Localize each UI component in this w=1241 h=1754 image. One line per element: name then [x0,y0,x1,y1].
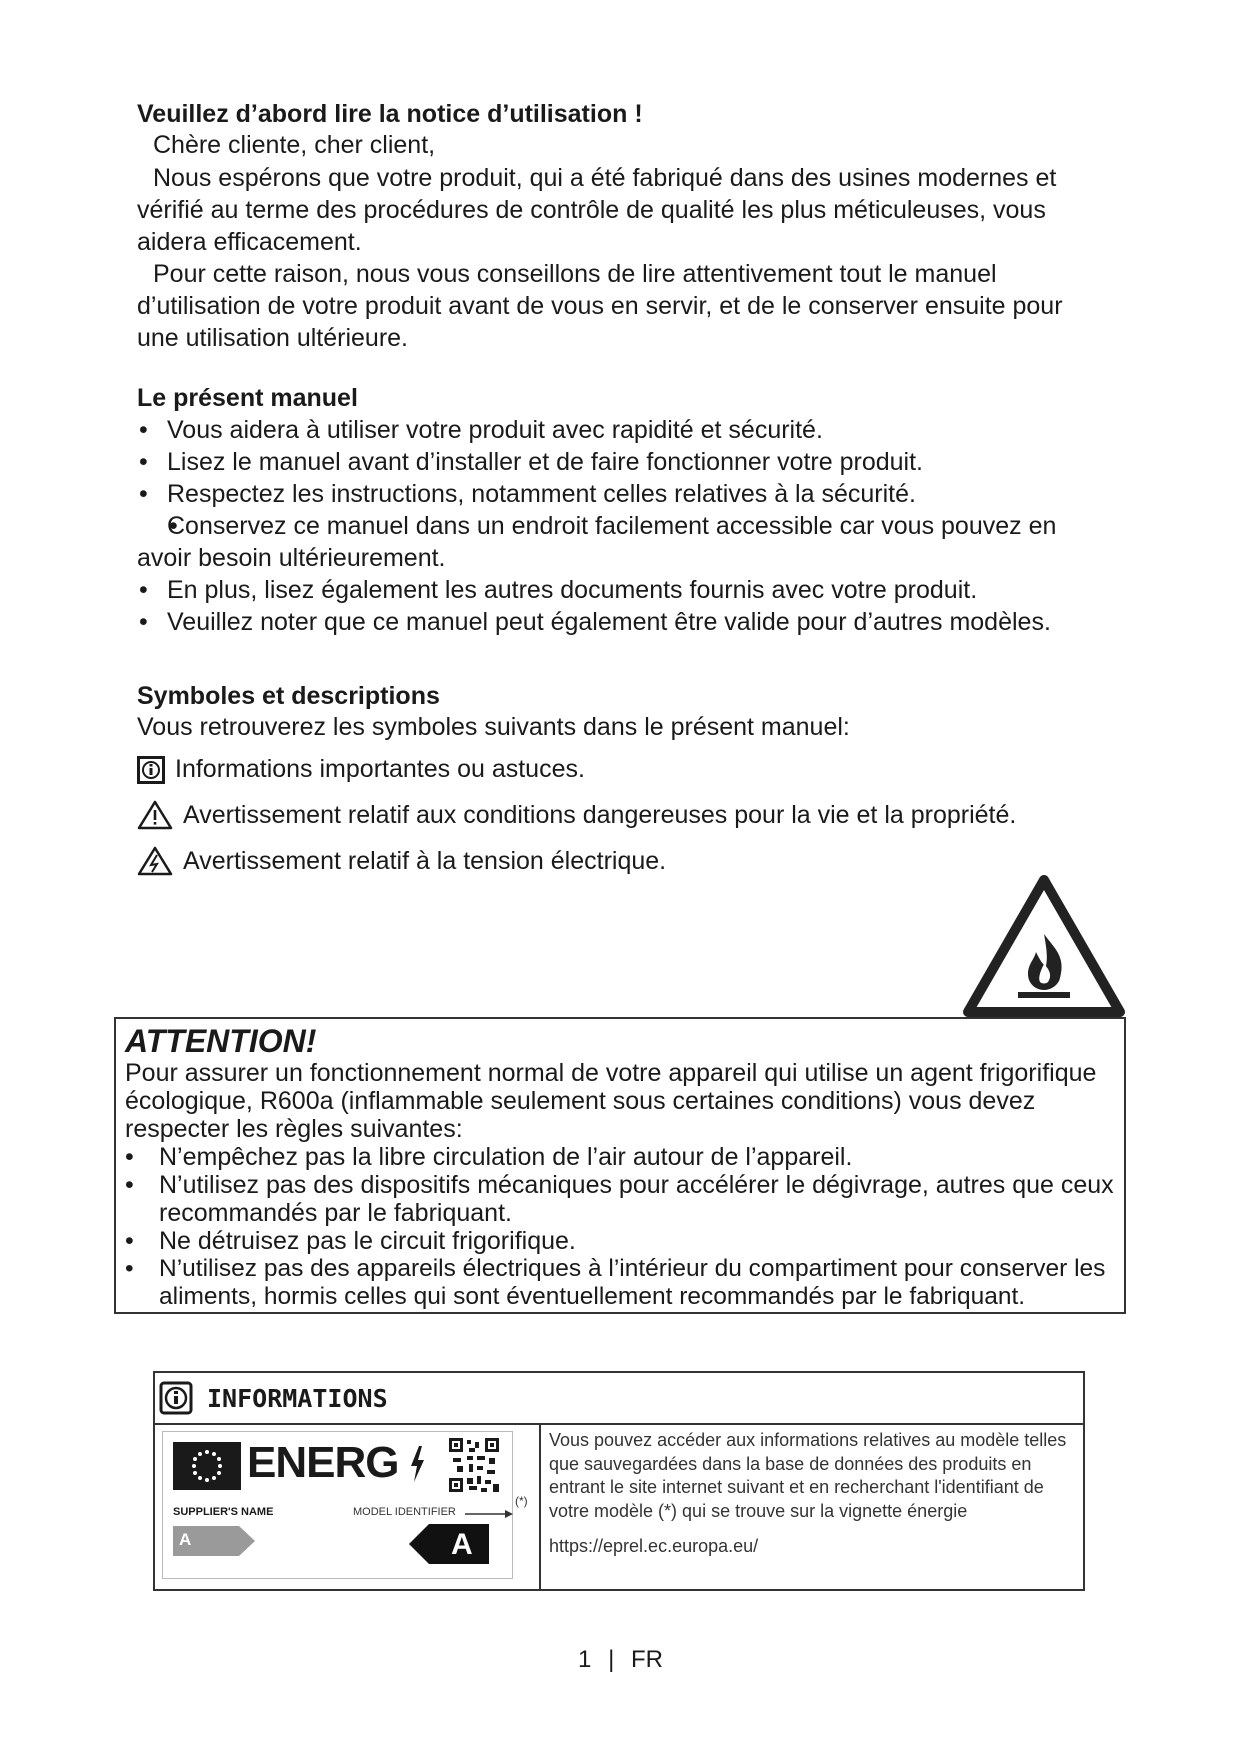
arrow-right-icon [465,1510,513,1518]
info-title: INFORMATIONS [207,1383,388,1413]
supplier-name: SUPPLIER'S NAME [173,1506,274,1518]
model-identifier: MODEL IDENTIFIER [353,1506,456,1518]
list-item: • Lisez le manuel avant d’installer et de faire fonctionner votre produit. [137,446,1107,478]
manual-list [137,414,1107,638]
energy-label-cell [155,1425,541,1589]
energy-class-arrow [409,1524,489,1564]
symbol-row-electric [137,846,666,876]
flammable-warning-icon [962,874,1126,1018]
info-table [153,1371,1085,1591]
intro-paragraph-1: Nous espérons que votre produit, qui a été fabriqué dans des usines modernes et vérifié au terme des procédures de contrôle de qualité les plus méticuleuses, vous aidera efficacement. [137,164,1057,256]
info-icon [159,1381,193,1415]
info-text: Vous pouvez accéder aux informations relatives au modèle telles que sauvegardées dans la base de données des produits en entrant le site internet suivant et en recherchant l'identifiant de votre modèle (*) qui se trouve sur la vignette énergie [549,1430,1067,1521]
symbol-row-warning [137,800,1016,830]
attention-title: ATTENTION! [125,1023,317,1059]
list-item: • Respectez les instructions, notamment celles relatives à la sécurité. [137,478,1107,510]
manual-heading: Le présent manuel [137,384,358,412]
symbol-label: Avertissement relatif à la tension électrique. [183,846,667,875]
list-item: • N’empêchez pas la libre circulation de l’air autour de l’appareil. [125,1143,1118,1171]
list-item: • En plus, lisez également les autres documents fournis avec votre produit. [137,574,1107,606]
language-code: FR [630,1646,663,1673]
symbol-row-info [137,755,585,784]
footer-separator: | [608,1646,615,1673]
energy-word: ENERG [247,1438,399,1487]
attention-list [125,1143,1118,1311]
info-url[interactable]: https://eprel.ec.europa.eu/ [549,1536,759,1556]
energy-label [162,1431,513,1579]
attention-body: Pour assurer un fonctionnement normal de votre appareil qui utilise un agent frigorifique écologique, R600a (inflammable seulement sous certaines conditions) vous devez respecter les règles suivantes: [125,1059,1097,1143]
qr-code-icon [449,1438,499,1492]
list-item: • Conservez ce manuel dans un endroit facilement accessible car vous pouvez en avoir besoin ultérieurement. [137,510,1107,574]
list-item: • N’utilisez pas des appareils électriques à l’intérieur du compartiment pour conserver les aliments, hormis celles qui sont éventuellement recommandés par le fabriquant. [125,1255,1118,1311]
intro-greeting: Chère cliente, cher client, [153,131,436,159]
attention-box [114,1017,1126,1314]
intro-paragraph-2: Pour cette raison, nous vous conseillons de lire attentivement tout le manuel d’utilisation de votre produit avant de vous en servir, et de le conserver ensuite pour une utilisation ultérieure. [137,260,1063,352]
info-header [155,1373,1083,1425]
warning-icon [137,800,173,830]
list-item: • Vous aidera à utiliser votre produit avec rapidité et sécurité. [137,414,1107,446]
list-item: • Ne détruisez pas le circuit frigorifique. [125,1227,1118,1255]
intro-heading: Veuillez d’abord lire la notice d’utilisation ! [137,100,643,128]
lightning-icon [409,1446,425,1482]
list-item: • N’utilisez pas des dispositifs mécaniques pour accélérer le dégivrage, autres que ceux recommandés par le fabriquant. [125,1171,1118,1227]
energy-class-scale-label: A [179,1530,192,1549]
page-footer [0,1646,1241,1674]
electric-warning-icon [137,846,173,876]
info-icon [137,756,165,784]
symbol-label: Informations importantes ou astuces. [175,755,585,783]
symbols-intro: Vous retrouverez les symboles suivants dans le présent manuel: [137,713,850,741]
info-text-cell [549,1429,1069,1559]
asterisk-note: (*) [515,1494,528,1508]
energy-class-value: A [451,1528,473,1561]
page-number: 1 [578,1646,592,1673]
list-item: • Veuillez noter que ce manuel peut également être valide pour d’autres modèles. [137,606,1107,638]
eu-flag-icon [173,1442,241,1490]
symbols-heading: Symboles et descriptions [137,682,440,710]
symbol-label: Avertissement relatif aux conditions dangereuses pour la vie et la propriété. [183,800,1017,829]
